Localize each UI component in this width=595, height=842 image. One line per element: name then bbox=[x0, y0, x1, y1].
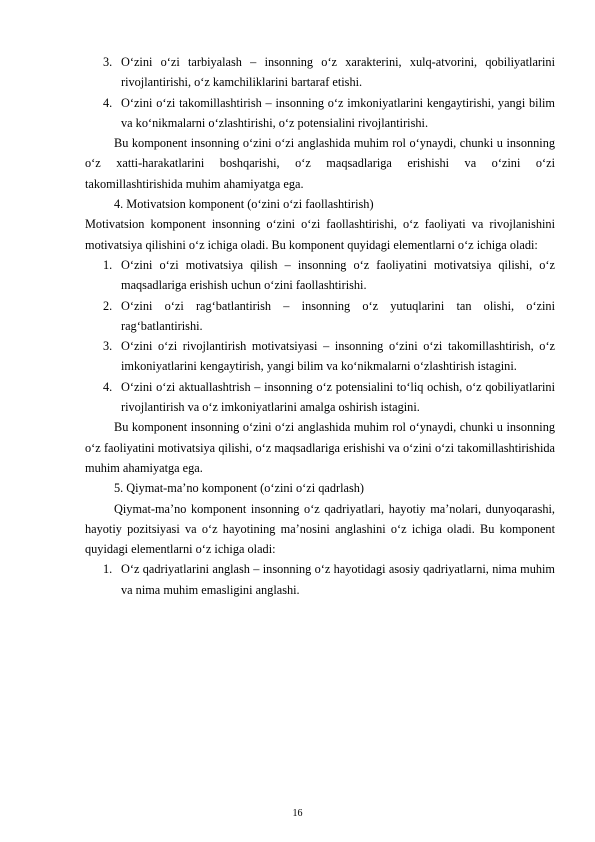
list-text: O‘zini o‘zi aktuallashtrish – insonning o‘z potensialini to‘liq ochish, o‘z qobiliyatlarini rivojlantirish va o‘z imkoniyatlarini amalga oshirish istagini. bbox=[121, 379, 555, 415]
list-text: O‘zini o‘zi motivatsiya qilish – insonning o‘z faoliyatini motivatsiya qilishi, o‘z maqsadlariga erishish uchun o‘zini faollashtirishi. bbox=[121, 257, 555, 293]
list-item bbox=[85, 296, 555, 337]
list-item bbox=[85, 559, 555, 600]
list-item bbox=[85, 255, 555, 296]
list-text: O‘zini o‘zi tarbiyalash – insonning o‘z xarakterini, xulq-atvorini, qobiliyatlarini rivojlantirishi, o‘z kamchiliklarini bartaraf etishi. bbox=[121, 55, 555, 90]
paragraph: Motivatsion komponent insonning o‘zini o‘zi faollashtirishi, o‘z faoliyati va rivojlanishini motivatsiya qilishini o‘z ichiga oladi. Bu komponent quyidagi elementlarni o‘z ichiga oladi: bbox=[85, 217, 555, 252]
list-text: O‘zini o‘zi rivojlantirish motivatsiyasi – insonning o‘zini o‘zi takomillashtirish, o‘z imkoniyatlarini kengaytirish, yangi bilim va ko‘nikmalarni o‘zlashtirish istagini. bbox=[121, 339, 555, 374]
paragraph: Bu komponent insonning o‘zini o‘zi anglashida muhim rol o‘ynaydi, chunki u insonning o‘z faoliyatini motivatsiya qilishi, o‘z maqsadlariga erishishi va o‘zini o‘zi takomillashtirishida muhim ahamiyatga ega. bbox=[85, 420, 555, 475]
list-item bbox=[85, 377, 555, 418]
list-text: O‘zini o‘zi takomillashtirish – insonning o‘z imkoniyatlarini kengaytirishi, yangi bilim va ko‘nikmalarni o‘zlashtirishi, o‘z potensialini rivojlantirishi. bbox=[121, 95, 555, 130]
section-heading: 4. Motivatsion komponent (o‘zini o‘zi faollashtirish) bbox=[114, 197, 374, 212]
list-number: 1. bbox=[103, 257, 113, 272]
list-item bbox=[85, 52, 555, 93]
page-number: 16 bbox=[292, 808, 303, 819]
paragraph: Qiymat-ma’no komponent insonning o‘z qadriyatlari, hayotiy ma’nolari, dunyoqarashi, hayotiy pozitsiyasi va o‘z hayotining ma’nosini anglashini o‘z ichiga oladi. Bu komponent quyidagi elementlarni o‘z ichiga oladi: bbox=[85, 501, 555, 557]
list-number: 3. bbox=[103, 339, 113, 354]
section-heading: 5. Qiymat-ma’no komponent (o‘zini o‘zi qadrlash) bbox=[114, 481, 364, 496]
list-number: 3. bbox=[103, 55, 113, 69]
paragraph: Bu komponent insonning o‘zini o‘zi anglashida muhim rol o‘ynaydi, chunki u insonning o‘z xatti-harakatlarini boshqarishi, o‘z maqsadlariga erishishi va o‘zini o‘zi takomillashtirishida muhim ahamiyatga ega. bbox=[85, 136, 555, 191]
list-number: 4. bbox=[103, 379, 113, 394]
list-item bbox=[85, 336, 555, 377]
page-content bbox=[85, 52, 555, 600]
list-item bbox=[85, 93, 555, 134]
list-text: O‘zini o‘zi rag‘batlantirish – insonning o‘z yutuqlarini tan olishi, o‘zini rag‘batlantirishi. bbox=[121, 298, 555, 333]
list-number: 2. bbox=[103, 298, 113, 313]
list-number: 4. bbox=[103, 95, 113, 110]
list-text: O‘z qadriyatlarini anglash – insonning o‘z hayotidagi asosiy qadriyatlarni, nima muhim va nima muhim emasligini anglashi. bbox=[121, 562, 555, 597]
list-number: 1. bbox=[103, 562, 113, 577]
